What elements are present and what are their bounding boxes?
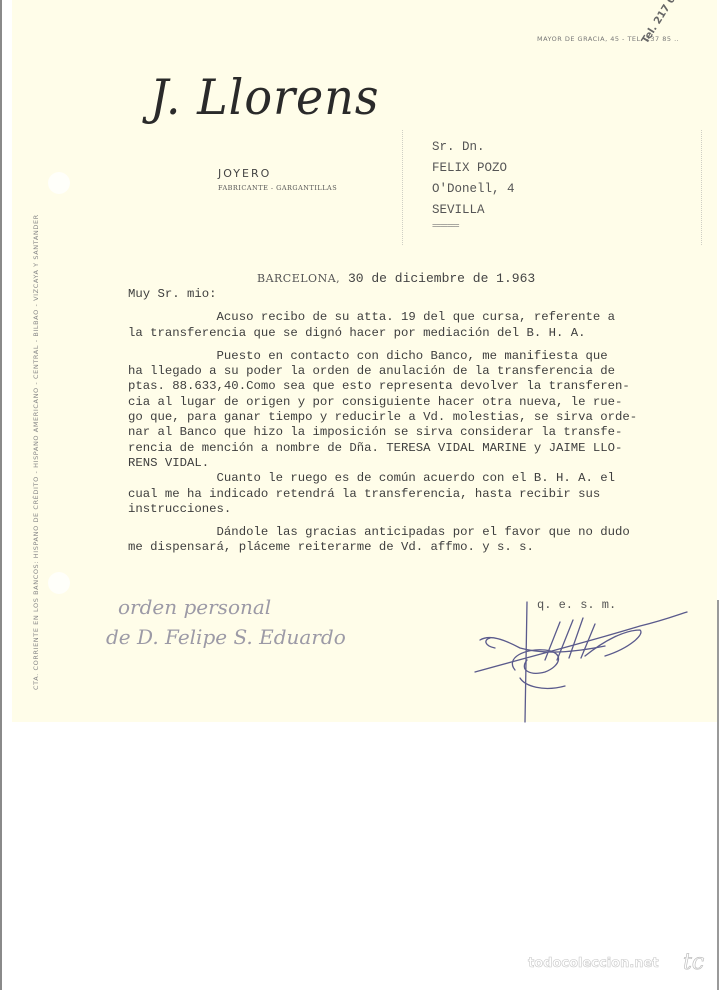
body-line: rencia de mención a nombre de Dña. TERESA VIDAL MARINE y JAIME LLO- — [128, 440, 623, 455]
recipient-line: SEVILLA — [432, 203, 485, 217]
dateline — [257, 271, 535, 286]
watermark-text: todocoleccion.net — [528, 956, 659, 971]
body-line: cia al lugar de origen y por consiguiente hacer otra nueva, le rue- — [128, 394, 623, 409]
letter-body — [128, 287, 708, 556]
recipient-address — [432, 137, 515, 231]
body-line: go que, para ganar tiempo y reducirle a Vd. molestias, se sirva orde- — [128, 410, 638, 425]
body-line: Acuso recibo de su atta. 19 del que cursa, referente a — [128, 310, 616, 325]
letterhead-subtitle: FABRICANTE - GARGANTILLAS — [218, 184, 338, 192]
side-bank-accounts: CTA. CORRIENTE EN LOS BANCOS: HISPANO DE CRÉDITO - HISPANO AMERICANO - CENTRAL - BILBAO - VIZCAYA Y SANTANDER — [32, 214, 40, 690]
handwritten-line: orden personal — [118, 595, 272, 619]
dateline-date: 30 de diciembre de 1.963 — [340, 271, 536, 286]
body-line: cual me ha indicado retendrá la transferencia, hasta recibir sus — [128, 486, 601, 501]
recipient-underline: ======= — [432, 222, 459, 231]
body-line: ptas. 88.633,40.Como sea que esto representa devolver la transferen- — [128, 379, 630, 394]
body-line: Dándole las gracias anticipadas por el favor que no dudo — [128, 525, 630, 540]
handwritten-line: de D. Felipe S. Eduardo — [106, 625, 346, 649]
brand-logo — [150, 69, 380, 126]
body-line: nar al Banco que hizo la imposición se sirva considerar la transfe- — [128, 425, 623, 440]
letterhead-title: JOYERO — [218, 167, 272, 180]
dateline-city: BARCELONA, — [257, 272, 341, 285]
punch-hole-icon — [48, 572, 70, 594]
brand-logo-text: J. Llorens — [150, 68, 380, 126]
scan-frame-right-edge — [717, 600, 719, 990]
recipient-line: FELIX POZO — [432, 161, 508, 175]
closing-formula: q. e. s. m. — [537, 598, 617, 612]
recipient-line: O'Donell, 4 — [432, 182, 515, 196]
punch-hole-icon — [48, 172, 70, 194]
body-line: Cuanto le ruego es de común acuerdo con el B. H. A. el — [128, 471, 616, 486]
scan-frame-left-edge — [0, 0, 2, 990]
signature-icon — [465, 600, 705, 725]
body-line: ha llegado a su poder la orden de anulación de la transferencia de — [128, 364, 616, 379]
letterhead-address: MAYOR DE GRACIA, 45 - TEL. 237 85 .. — [537, 35, 680, 43]
body-line: RENS VIDAL. — [128, 455, 210, 470]
body-line: instrucciones. — [128, 501, 232, 516]
handwritten-note — [106, 592, 346, 652]
salutation: Muy Sr. mio: — [128, 287, 217, 301]
body-line: me dispensará, pláceme reiterarme de Vd. affmo. y s. s. — [128, 540, 534, 555]
watermark-logo-icon: tc — [683, 950, 705, 975]
body-line: Puesto en contacto con dicho Banco, me manifiesta que — [128, 348, 608, 363]
recipient-line: Sr. Dn. — [432, 140, 485, 154]
body-line: la transferencia que se dignó hacer por mediación del B. H. A. — [128, 325, 586, 340]
